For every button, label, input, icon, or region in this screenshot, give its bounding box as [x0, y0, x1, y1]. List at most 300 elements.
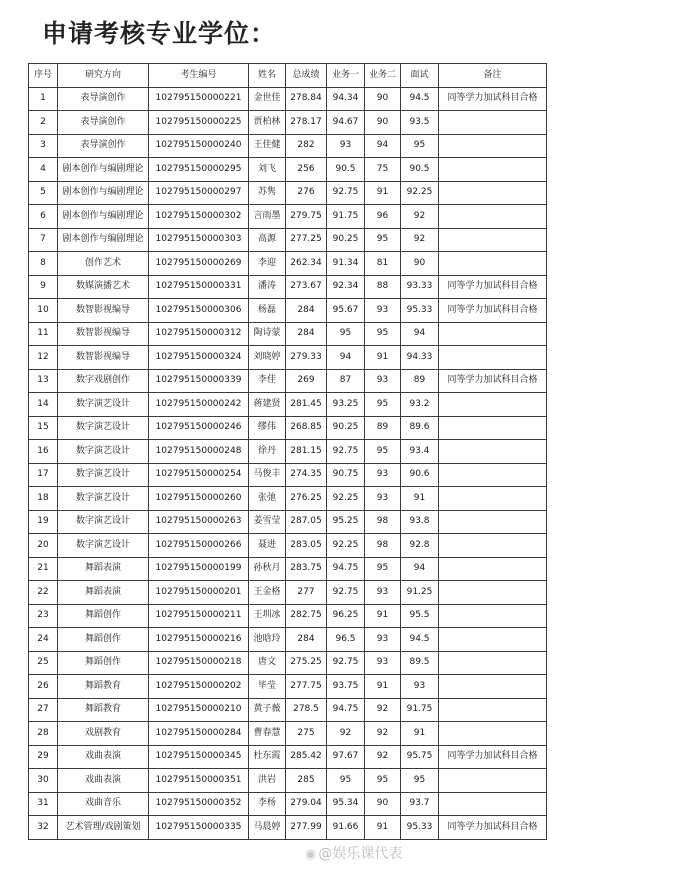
cell-subject-2: 81	[365, 252, 401, 276]
cell-subject-2: 88	[365, 275, 401, 299]
cell-no: 3	[29, 134, 58, 158]
table-row	[29, 299, 547, 323]
cell-subject-2: 90	[365, 111, 401, 135]
cell-subject-1: 95	[327, 769, 365, 793]
table-row	[29, 322, 547, 346]
cell-remarks	[439, 581, 547, 605]
cell-interview: 92	[401, 228, 439, 252]
cell-name: 李迎	[249, 252, 286, 276]
table-row	[29, 440, 547, 464]
cell-total: 279.75	[286, 205, 327, 229]
table-row	[29, 651, 547, 675]
cell-remarks	[439, 534, 547, 558]
cell-no: 32	[29, 816, 58, 840]
cell-subject-2: 98	[365, 534, 401, 558]
header-direction: 研究方向	[58, 64, 149, 88]
cell-remarks: 同等学力加试科目合格	[439, 299, 547, 323]
cell-no: 11	[29, 322, 58, 346]
cell-direction: 数字演艺设计	[58, 534, 149, 558]
cell-candidate-id: 102795150000331	[149, 275, 249, 299]
cell-subject-2: 93	[365, 463, 401, 487]
cell-name: 陶诗蒙	[249, 322, 286, 346]
cell-total: 262.34	[286, 252, 327, 276]
cell-candidate-id: 102795150000202	[149, 675, 249, 699]
cell-no: 5	[29, 181, 58, 205]
cell-direction: 表导演创作	[58, 87, 149, 111]
cell-no: 7	[29, 228, 58, 252]
watermark-text: @娱乐课代表	[318, 846, 403, 862]
cell-interview: 93.8	[401, 510, 439, 534]
header-remarks: 备注	[439, 64, 547, 88]
cell-no: 2	[29, 111, 58, 135]
cell-remarks	[439, 628, 547, 652]
cell-interview: 89	[401, 369, 439, 393]
table-row	[29, 111, 547, 135]
cell-total: 283.75	[286, 557, 327, 581]
cell-subject-1: 94.75	[327, 698, 365, 722]
cell-candidate-id: 102795150000216	[149, 628, 249, 652]
table-row	[29, 816, 547, 840]
cell-subject-2: 90	[365, 792, 401, 816]
cell-no: 29	[29, 745, 58, 769]
cell-subject-2: 94	[365, 134, 401, 158]
cell-total: 281.45	[286, 393, 327, 417]
table-row	[29, 722, 547, 746]
cell-remarks	[439, 228, 547, 252]
cell-name: 池晗玲	[249, 628, 286, 652]
cell-candidate-id: 102795150000218	[149, 651, 249, 675]
cell-total: 284	[286, 628, 327, 652]
cell-subject-1: 94.67	[327, 111, 365, 135]
cell-direction: 舞蹈创作	[58, 651, 149, 675]
cell-no: 28	[29, 722, 58, 746]
cell-interview: 94	[401, 322, 439, 346]
cell-subject-1: 90.75	[327, 463, 365, 487]
cell-total: 281.15	[286, 440, 327, 464]
cell-candidate-id: 102795150000240	[149, 134, 249, 158]
header-name: 姓名	[249, 64, 286, 88]
cell-direction: 戏曲表演	[58, 745, 149, 769]
cell-remarks	[439, 487, 547, 511]
cell-subject-1: 92.34	[327, 275, 365, 299]
cell-total: 274.35	[286, 463, 327, 487]
cell-interview: 91	[401, 487, 439, 511]
cell-interview: 89.6	[401, 416, 439, 440]
table-row	[29, 581, 547, 605]
cell-subject-1: 90.25	[327, 416, 365, 440]
cell-subject-2: 95	[365, 393, 401, 417]
cell-subject-2: 91	[365, 181, 401, 205]
cell-subject-2: 92	[365, 698, 401, 722]
cell-direction: 剧本创作与编剧理论	[58, 205, 149, 229]
cell-subject-1: 90.5	[327, 158, 365, 182]
cell-no: 14	[29, 393, 58, 417]
cell-no: 4	[29, 158, 58, 182]
table-row	[29, 463, 547, 487]
cell-subject-2: 93	[365, 299, 401, 323]
cell-candidate-id: 102795150000295	[149, 158, 249, 182]
table-row	[29, 134, 547, 158]
cell-direction: 数字演艺设计	[58, 393, 149, 417]
cell-name: 王金格	[249, 581, 286, 605]
cell-interview: 91.25	[401, 581, 439, 605]
cell-subject-2: 91	[365, 604, 401, 628]
cell-name: 李佳	[249, 369, 286, 393]
cell-name: 贾柏林	[249, 111, 286, 135]
cell-total: 285.42	[286, 745, 327, 769]
cell-total: 273.67	[286, 275, 327, 299]
header-subject-1: 业务一	[327, 64, 365, 88]
cell-subject-1: 95	[327, 322, 365, 346]
cell-total: 277	[286, 581, 327, 605]
cell-name: 姜雪莹	[249, 510, 286, 534]
table-row	[29, 510, 547, 534]
table-header-row	[29, 64, 547, 88]
cell-interview: 95	[401, 769, 439, 793]
cell-total: 279.04	[286, 792, 327, 816]
cell-subject-1: 93.25	[327, 393, 365, 417]
table-row	[29, 675, 547, 699]
cell-remarks	[439, 205, 547, 229]
cell-interview: 94.5	[401, 87, 439, 111]
cell-direction: 舞蹈教育	[58, 698, 149, 722]
cell-remarks: 同等学力加试科目合格	[439, 816, 547, 840]
cell-direction: 戏曲音乐	[58, 792, 149, 816]
cell-candidate-id: 102795150000352	[149, 792, 249, 816]
cell-remarks	[439, 792, 547, 816]
cell-subject-1: 92.75	[327, 181, 365, 205]
cell-no: 22	[29, 581, 58, 605]
cell-no: 19	[29, 510, 58, 534]
cell-subject-1: 92.25	[327, 487, 365, 511]
cell-candidate-id: 102795150000199	[149, 557, 249, 581]
weibo-icon: ◉	[305, 847, 317, 862]
cell-total: 282.75	[286, 604, 327, 628]
cell-name: 言雨墨	[249, 205, 286, 229]
cell-candidate-id: 102795150000201	[149, 581, 249, 605]
table-row	[29, 158, 547, 182]
table-row	[29, 698, 547, 722]
cell-total: 275.25	[286, 651, 327, 675]
cell-name: 金世佳	[249, 87, 286, 111]
cell-remarks	[439, 111, 547, 135]
cell-candidate-id: 102795150000269	[149, 252, 249, 276]
cell-subject-1: 91.66	[327, 816, 365, 840]
cell-total: 279.33	[286, 346, 327, 370]
cell-remarks: 同等学力加试科目合格	[439, 745, 547, 769]
cell-subject-2: 92	[365, 722, 401, 746]
cell-total: 277.75	[286, 675, 327, 699]
cell-name: 曹春慧	[249, 722, 286, 746]
cell-name: 缪伟	[249, 416, 286, 440]
cell-total: 277.25	[286, 228, 327, 252]
cell-direction: 舞蹈表演	[58, 581, 149, 605]
cell-subject-2: 93	[365, 581, 401, 605]
cell-subject-2: 89	[365, 416, 401, 440]
cell-no: 16	[29, 440, 58, 464]
cell-candidate-id: 102795150000260	[149, 487, 249, 511]
cell-remarks	[439, 440, 547, 464]
cell-direction: 艺术管理/戏剧策划	[58, 816, 149, 840]
cell-interview: 94	[401, 557, 439, 581]
cell-direction: 数字演艺设计	[58, 487, 149, 511]
cell-no: 27	[29, 698, 58, 722]
cell-candidate-id: 102795150000306	[149, 299, 249, 323]
cell-remarks	[439, 675, 547, 699]
cell-interview: 95.33	[401, 816, 439, 840]
cell-candidate-id: 102795150000302	[149, 205, 249, 229]
cell-subject-2: 96	[365, 205, 401, 229]
cell-no: 25	[29, 651, 58, 675]
cell-interview: 93.7	[401, 792, 439, 816]
cell-direction: 舞蹈教育	[58, 675, 149, 699]
cell-name: 刘飞	[249, 158, 286, 182]
cell-interview: 95.33	[401, 299, 439, 323]
cell-no: 31	[29, 792, 58, 816]
cell-candidate-id: 102795150000225	[149, 111, 249, 135]
cell-name: 唐文	[249, 651, 286, 675]
table-row	[29, 369, 547, 393]
cell-direction: 戏剧教育	[58, 722, 149, 746]
cell-name: 苏隽	[249, 181, 286, 205]
cell-no: 23	[29, 604, 58, 628]
cell-direction: 数智影视编导	[58, 299, 149, 323]
cell-subject-1: 94	[327, 346, 365, 370]
cell-name: 马俊丰	[249, 463, 286, 487]
cell-candidate-id: 102795150000324	[149, 346, 249, 370]
header-no: 序号	[29, 64, 58, 88]
cell-subject-2: 93	[365, 487, 401, 511]
cell-interview: 95.5	[401, 604, 439, 628]
cell-no: 10	[29, 299, 58, 323]
cell-subject-1: 92	[327, 722, 365, 746]
cell-total: 276.25	[286, 487, 327, 511]
cell-subject-1: 90.25	[327, 228, 365, 252]
cell-direction: 舞蹈创作	[58, 628, 149, 652]
table-row	[29, 487, 547, 511]
cell-candidate-id: 102795150000303	[149, 228, 249, 252]
cell-no: 30	[29, 769, 58, 793]
cell-interview: 92	[401, 205, 439, 229]
cell-name: 毕莹	[249, 675, 286, 699]
cell-subject-2: 93	[365, 369, 401, 393]
cell-interview: 94.33	[401, 346, 439, 370]
page-title: 申请考核专业学位：	[42, 19, 277, 48]
table-row	[29, 792, 547, 816]
cell-interview: 92.8	[401, 534, 439, 558]
cell-candidate-id: 102795150000211	[149, 604, 249, 628]
cell-direction: 戏曲表演	[58, 769, 149, 793]
table-row	[29, 745, 547, 769]
cell-direction: 舞蹈创作	[58, 604, 149, 628]
cell-candidate-id: 102795150000284	[149, 722, 249, 746]
table-row	[29, 205, 547, 229]
cell-subject-1: 95.67	[327, 299, 365, 323]
cell-candidate-id: 102795150000254	[149, 463, 249, 487]
cell-subject-2: 95	[365, 769, 401, 793]
cell-remarks	[439, 393, 547, 417]
cell-candidate-id: 102795150000221	[149, 87, 249, 111]
cell-remarks	[439, 252, 547, 276]
cell-remarks	[439, 158, 547, 182]
cell-subject-2: 95	[365, 228, 401, 252]
table-row	[29, 557, 547, 581]
table-row	[29, 252, 547, 276]
cell-direction: 数字演艺设计	[58, 463, 149, 487]
cell-subject-2: 91	[365, 816, 401, 840]
cell-total: 278.17	[286, 111, 327, 135]
cell-no: 15	[29, 416, 58, 440]
table-row	[29, 87, 547, 111]
cell-subject-2: 98	[365, 510, 401, 534]
cell-total: 276	[286, 181, 327, 205]
cell-no: 21	[29, 557, 58, 581]
cell-subject-2: 93	[365, 651, 401, 675]
table-row	[29, 393, 547, 417]
cell-no: 17	[29, 463, 58, 487]
cell-remarks	[439, 181, 547, 205]
cell-subject-2: 91	[365, 346, 401, 370]
cell-total: 269	[286, 369, 327, 393]
cell-subject-1: 92.75	[327, 440, 365, 464]
cell-name: 洪岩	[249, 769, 286, 793]
cell-direction: 数智影视编导	[58, 346, 149, 370]
cell-remarks	[439, 722, 547, 746]
header-candidate-id: 考生编号	[149, 64, 249, 88]
cell-subject-1: 93.75	[327, 675, 365, 699]
cell-interview: 93.5	[401, 111, 439, 135]
cell-name: 孙秋月	[249, 557, 286, 581]
table-row	[29, 604, 547, 628]
cell-interview: 89.5	[401, 651, 439, 675]
cell-direction: 数字演艺设计	[58, 440, 149, 464]
table-row	[29, 628, 547, 652]
cell-subject-1: 96.5	[327, 628, 365, 652]
cell-candidate-id: 102795150000312	[149, 322, 249, 346]
cell-subject-2: 95	[365, 322, 401, 346]
cell-candidate-id: 102795150000335	[149, 816, 249, 840]
cell-name: 李杨	[249, 792, 286, 816]
cell-subject-1: 87	[327, 369, 365, 393]
cell-no: 18	[29, 487, 58, 511]
cell-interview: 90	[401, 252, 439, 276]
cell-interview: 94.5	[401, 628, 439, 652]
cell-total: 256	[286, 158, 327, 182]
table-row	[29, 228, 547, 252]
cell-no: 1	[29, 87, 58, 111]
cell-subject-1: 93	[327, 134, 365, 158]
cell-remarks	[439, 769, 547, 793]
cell-subject-2: 93	[365, 628, 401, 652]
cell-remarks: 同等学力加试科目合格	[439, 87, 547, 111]
cell-direction: 表导演创作	[58, 111, 149, 135]
cell-remarks: 同等学力加试科目合格	[439, 369, 547, 393]
cell-name: 潘涛	[249, 275, 286, 299]
cell-no: 8	[29, 252, 58, 276]
cell-direction: 数字戏剧创作	[58, 369, 149, 393]
cell-subject-1: 91.75	[327, 205, 365, 229]
cell-interview: 93.33	[401, 275, 439, 299]
cell-name: 高源	[249, 228, 286, 252]
table-body	[29, 87, 547, 839]
cell-candidate-id: 102795150000263	[149, 510, 249, 534]
cell-subject-2: 95	[365, 440, 401, 464]
table-row	[29, 416, 547, 440]
cell-no: 26	[29, 675, 58, 699]
cell-subject-1: 95.34	[327, 792, 365, 816]
cell-interview: 91	[401, 722, 439, 746]
cell-remarks	[439, 698, 547, 722]
cell-subject-1: 92.75	[327, 651, 365, 675]
cell-name: 刘晓婷	[249, 346, 286, 370]
cell-no: 6	[29, 205, 58, 229]
cell-interview: 93.4	[401, 440, 439, 464]
cell-subject-1: 96.25	[327, 604, 365, 628]
cell-name: 王佳健	[249, 134, 286, 158]
cell-subject-1: 91.34	[327, 252, 365, 276]
results-table	[28, 63, 547, 840]
header-subject-2: 业务二	[365, 64, 401, 88]
cell-remarks	[439, 346, 547, 370]
cell-interview: 93	[401, 675, 439, 699]
cell-candidate-id: 102795150000345	[149, 745, 249, 769]
cell-total: 277.99	[286, 816, 327, 840]
cell-direction: 剧本创作与编剧理论	[58, 228, 149, 252]
cell-interview: 92.25	[401, 181, 439, 205]
cell-name: 杜东霞	[249, 745, 286, 769]
cell-name: 徐丹	[249, 440, 286, 464]
cell-total: 268.85	[286, 416, 327, 440]
cell-direction: 数智影视编导	[58, 322, 149, 346]
cell-no: 9	[29, 275, 58, 299]
cell-direction: 数字演艺设计	[58, 510, 149, 534]
cell-name: 杨磊	[249, 299, 286, 323]
cell-subject-1: 92.25	[327, 534, 365, 558]
cell-candidate-id: 102795150000248	[149, 440, 249, 464]
cell-subject-2: 75	[365, 158, 401, 182]
cell-subject-2: 92	[365, 745, 401, 769]
cell-candidate-id: 102795150000242	[149, 393, 249, 417]
cell-subject-1: 94.34	[327, 87, 365, 111]
cell-remarks	[439, 604, 547, 628]
cell-no: 12	[29, 346, 58, 370]
cell-subject-1: 92.75	[327, 581, 365, 605]
cell-remarks	[439, 463, 547, 487]
cell-direction: 剧本创作与编剧理论	[58, 158, 149, 182]
cell-name: 王圳冰	[249, 604, 286, 628]
cell-direction: 创作艺术	[58, 252, 149, 276]
cell-total: 283.05	[286, 534, 327, 558]
cell-remarks	[439, 651, 547, 675]
table-row	[29, 346, 547, 370]
cell-interview: 93.2	[401, 393, 439, 417]
cell-direction: 数字演艺设计	[58, 416, 149, 440]
table-row	[29, 275, 547, 299]
cell-direction: 表导演创作	[58, 134, 149, 158]
cell-interview: 91.75	[401, 698, 439, 722]
cell-name: 马晨婷	[249, 816, 286, 840]
cell-name: 黄子薇	[249, 698, 286, 722]
table-row	[29, 534, 547, 558]
cell-total: 284	[286, 299, 327, 323]
cell-interview: 95	[401, 134, 439, 158]
cell-subject-1: 94.75	[327, 557, 365, 581]
cell-direction: 数媒演播艺术	[58, 275, 149, 299]
cell-candidate-id: 102795150000246	[149, 416, 249, 440]
cell-remarks	[439, 322, 547, 346]
cell-no: 20	[29, 534, 58, 558]
table-row	[29, 181, 547, 205]
